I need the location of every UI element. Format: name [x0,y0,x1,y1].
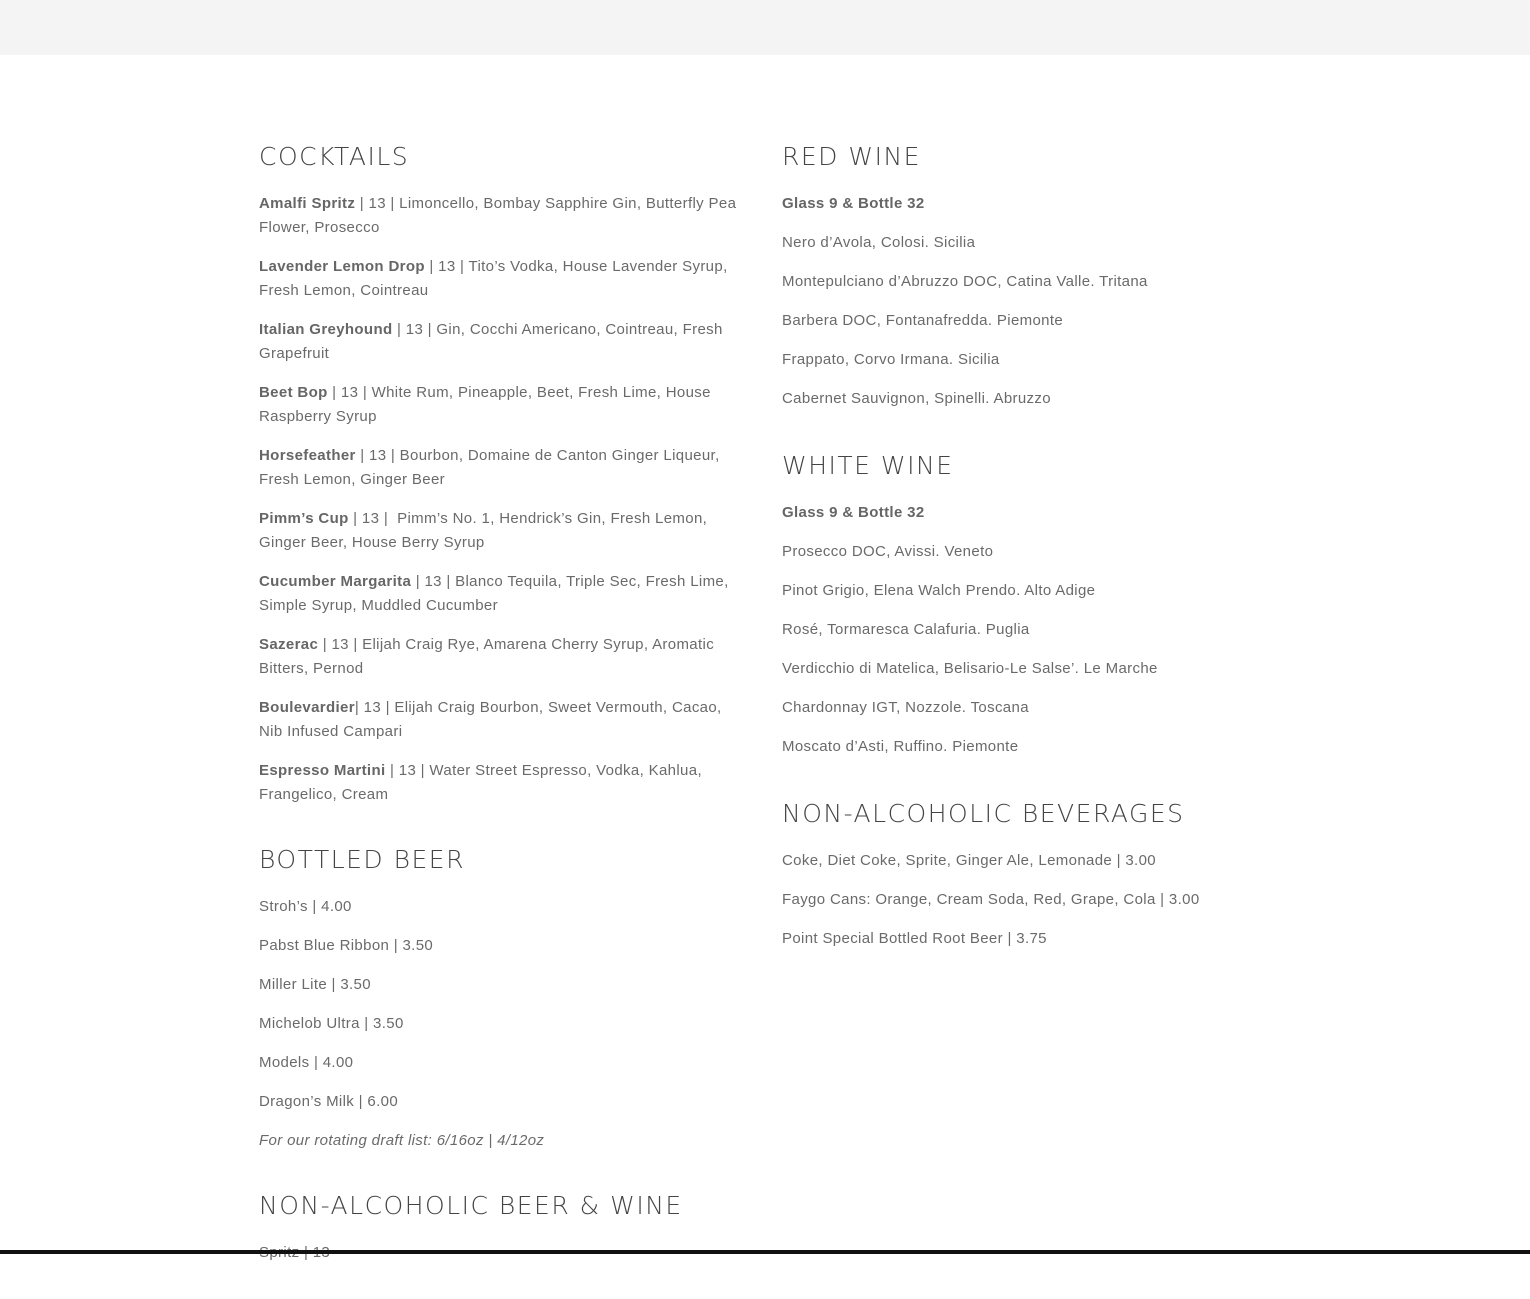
menu-item-detail: | 13 | Gin, Cocchi Americano, Cointreau, Fresh Grapefruit [259,321,723,362]
na-beverages-section [782,795,1262,951]
wine-price-label: Glass 9 & Bottle 32 [782,195,925,212]
na-beer-wine-heading: NON-ALCOHOLIC BEER & WINE [259,1191,683,1220]
menu-item: Prosecco DOC, Avissi. Veneto [782,543,994,560]
menu-item-name: Italian Greyhound [259,321,393,338]
menu-item: Barbera DOC, Fontanafredda. Piemonte [782,312,1064,329]
menu-item-name: Beet Bop [259,384,328,401]
menu-item-name: Sazerac [259,636,319,653]
menu-item-detail: | 13 | Pimm’s No. 1, Hendrick’s Gin, Fresh Lemon, Ginger Beer, House Berry Syrup [259,510,712,551]
menu-item: Nero d’Avola, Colosi. Sicilia [782,234,976,251]
bottled-beer-heading: BOTTLED BEER [259,845,465,874]
menu-item [259,759,745,807]
menu-item [259,507,745,555]
menu-item-name: Espresso Martini [259,762,386,779]
draft-list-note: For our rotating draft list: 6/16oz | 4/12oz [259,1132,545,1149]
menu-item [259,570,745,618]
menu-item-name: Horsefeather [259,447,356,464]
menu-item-detail: | 13 | Blanco Tequila, Triple Sec, Fresh Lime, Simple Syrup, Muddled Cucumber [259,573,729,614]
red-wine-section [782,138,1262,411]
left-menu-column [259,138,745,1299]
menu-item [259,696,745,744]
menu-item: Rosé, Tormaresca Calafuria. Puglia [782,621,1030,638]
menu-item: Models | 4.00 [259,1054,354,1071]
white-wine-section [782,447,1262,759]
menu-item: Cabernet Sauvignon, Spinelli. Abruzzo [782,390,1051,407]
menu-item-detail: | 13 | Tito’s Vodka, House Lavender Syrup, Fresh Lemon, Cointreau [259,258,728,299]
menu-item-detail: | 13 | White Rum, Pineapple, Beet, Fresh Lime, House Raspberry Syrup [259,384,711,425]
wine-price [782,192,1262,216]
menu-item [259,192,745,240]
menu-item [259,633,745,681]
menu-item-name: Lavender Lemon Drop [259,258,425,275]
bottled-beer-section [259,841,745,1153]
red-wine-heading: RED WINE [782,142,921,171]
menu-item: Pabst Blue Ribbon | 3.50 [259,937,434,954]
menu-item-name: Boulevardier [259,699,355,716]
menu-item: Verdicchio di Matelica, Belisario-Le Salse’. Le Marche [782,660,1158,677]
menu-item: Dragon’s Milk | 6.00 [259,1093,399,1110]
menu-item-detail: | 13 | Elijah Craig Rye, Amarena Cherry Syrup, Aromatic Bitters, Pernod [259,636,715,677]
menu-item: Pinot Grigio, Elena Walch Prendo. Alto Adige [782,582,1096,599]
menu-item: Michelob Ultra | 3.50 [259,1015,404,1032]
menu-item-name: Pimm’s Cup [259,510,349,527]
menu-item-name: Amalfi Spritz [259,195,356,212]
menu-item-detail: | 13 | Water Street Espresso, Vodka, Kahlua, Frangelico, Cream [259,762,702,803]
menu-item: Moscato d’Asti, Ruffino. Piemonte [782,738,1019,755]
menu-item-name: Cucumber Margarita [259,573,412,590]
menu-item: Point Special Bottled Root Beer | 3.75 [782,930,1047,947]
menu-item: Faygo Cans: Orange, Cream Soda, Red, Grape, Cola | 3.00 [782,891,1200,908]
menu-item [259,381,745,429]
white-wine-heading: WHITE WINE [782,451,954,480]
cocktails-heading: COCKTAILS [259,142,410,171]
menu-item [259,318,745,366]
menu-item: Miller Lite | 3.50 [259,976,371,993]
na-beverages-heading: NON-ALCOHOLIC BEVERAGES [782,799,1185,828]
wine-price [782,501,1262,525]
menu-item [259,255,745,303]
bottom-border [0,1250,1530,1254]
wine-price-label: Glass 9 & Bottle 32 [782,504,925,521]
menu-item-detail: | 13 | Elijah Craig Bourbon, Sweet Vermouth, Cacao, Nib Infused Campari [259,699,722,740]
menu-item: Montepulciano d’Abruzzo DOC, Catina Valle. Tritana [782,273,1148,290]
menu-item: Stroh’s | 4.00 [259,898,352,915]
menu-item-detail: | 13 | Bourbon, Domaine de Canton Ginger Liqueur, Fresh Lemon, Ginger Beer [259,447,720,488]
menu-item-detail: | 13 | Limoncello, Bombay Sapphire Gin, Butterfly Pea Flower, Prosecco [259,195,737,236]
menu-item: Frappato, Corvo Irmana. Sicilia [782,351,1000,368]
menu-item: Chardonnay IGT, Nozzole. Toscana [782,699,1029,716]
cocktails-section [259,138,745,807]
menu-item [259,444,745,492]
top-header-bar [0,0,1530,55]
menu-item: Coke, Diet Coke, Sprite, Ginger Ale, Lemonade | 3.00 [782,852,1156,869]
right-menu-column [782,138,1262,985]
